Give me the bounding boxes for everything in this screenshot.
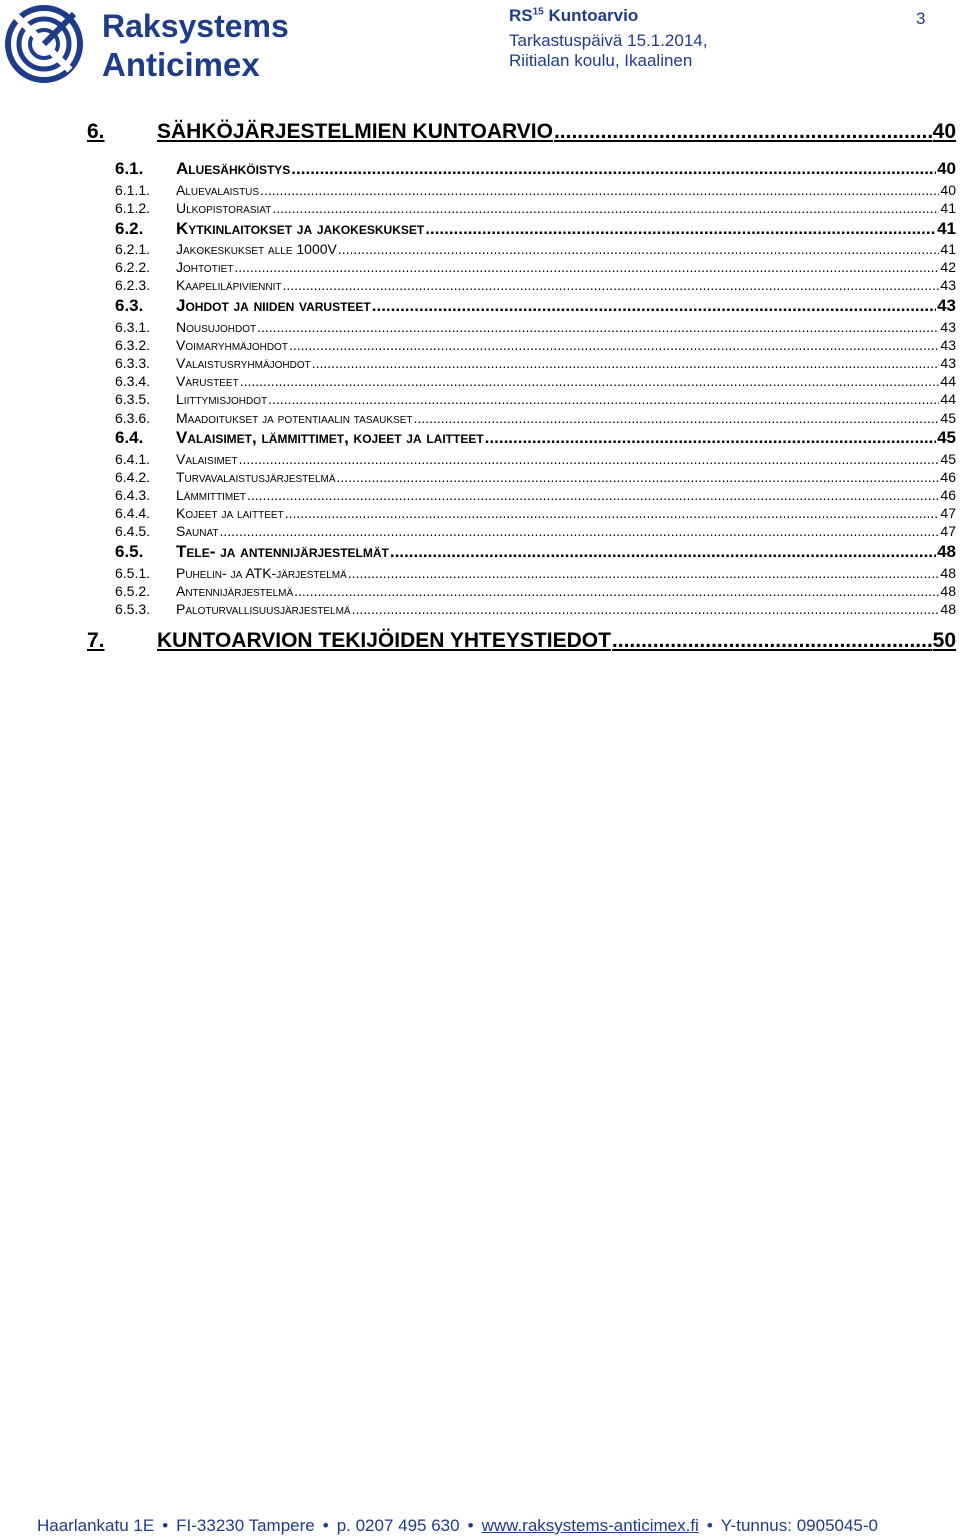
toc-entry-number: 6.4.2. <box>115 469 151 485</box>
toc-entry-number: 6.4.1. <box>115 451 151 467</box>
toc-entry-title: Puhelin- ja ATK-järjestelmä <box>176 565 347 581</box>
toc-entry-page: 46 <box>940 487 956 503</box>
toc-entry-title: Valaisimet, lämmittimet, kojeet ja laitteet <box>176 428 484 447</box>
toc-entry-page: 48 <box>940 583 956 599</box>
toc-entry-leader <box>390 542 936 562</box>
toc-entry-leader <box>485 428 936 448</box>
toc-entry-number: 6.5. <box>115 542 144 561</box>
footer-separator: • <box>467 1516 474 1535</box>
inspection-date: Tarkastuspäivä 15.1.2014, <box>509 31 708 50</box>
toc-entry[interactable] <box>115 277 956 293</box>
toc-entry[interactable] <box>115 219 956 239</box>
toc-entry-title: Tele- ja antennijärjestelmät <box>176 542 389 561</box>
toc-entry-page: 41 <box>940 200 956 216</box>
toc-entry-leader <box>260 182 939 198</box>
toc-entry-title: Johtotiet <box>176 259 234 275</box>
toc-entry-title: Kaapeliläpiviennit <box>176 277 282 293</box>
report-title: RS$^{15}$ Kuntoarvio <box>509 6 639 25</box>
toc-entry-title: Valaistusryhmäjohdot <box>176 355 311 371</box>
toc-entry-number: 6.3.6. <box>115 410 151 426</box>
company-logo <box>4 4 304 84</box>
toc-entry-leader <box>257 319 939 335</box>
toc-entry-leader <box>234 259 939 275</box>
toc-entry-number: 6.3.1. <box>115 319 151 335</box>
toc-entry-title: Voimaryhmäjohdot <box>176 337 288 353</box>
toc-entry-leader <box>337 469 940 485</box>
toc-entry-leader <box>289 337 939 353</box>
toc-entry-page: 45 <box>940 451 956 467</box>
toc-entry-page: 42 <box>940 259 956 275</box>
toc-entry-page: 48 <box>940 565 956 581</box>
toc-entry-leader <box>338 241 940 257</box>
toc-entry-leader <box>272 200 939 216</box>
toc-entry-page: 43 <box>940 319 956 335</box>
toc-entry[interactable] <box>115 565 956 581</box>
toc-entry[interactable] <box>115 355 956 371</box>
toc-entry[interactable] <box>115 296 956 316</box>
toc-entry-number: 6.2. <box>115 219 144 238</box>
toc-entry[interactable] <box>115 200 956 216</box>
toc-entry-title: Maadoitukset ja potentiaalin tasaukset <box>176 410 413 426</box>
footer-address: Haarlankatu 1E <box>37 1516 155 1535</box>
toc-entry-title: Jakokeskukset alle 1000V <box>176 241 337 257</box>
toc-entry-number: 6.4.4. <box>115 505 151 521</box>
toc-entry-page: 47 <box>940 505 956 521</box>
toc-entry-page: 45 <box>940 410 956 426</box>
toc-entry-title: Saunat <box>176 523 219 539</box>
toc-entry-title: Nousujohdot <box>176 319 257 335</box>
toc-entry[interactable] <box>115 337 956 353</box>
toc-entry-leader <box>294 583 939 599</box>
site-name: Riitialan koulu, Ikaalinen <box>509 51 693 70</box>
toc-entry-page: 43 <box>940 355 956 371</box>
toc-entry-number: 6.5.1. <box>115 565 151 581</box>
toc-entry-title: Aluesähköistys <box>176 159 291 178</box>
toc-entry-number: 6.1. <box>115 159 144 178</box>
toc-entry[interactable] <box>115 542 956 562</box>
toc-entry-title: Aluevalaistus <box>176 182 260 198</box>
toc-entry-number: 7. <box>87 629 105 652</box>
toc-entry-page: 41 <box>937 219 956 238</box>
toc-entry-page: 45 <box>937 428 956 447</box>
toc-entry-title: Turvavalaistusjärjestelmä <box>176 469 336 485</box>
toc-entry[interactable] <box>115 159 956 179</box>
toc-entry-page: 48 <box>937 542 956 561</box>
toc-entry[interactable] <box>115 410 956 426</box>
toc-entry-leader <box>283 277 940 293</box>
toc-entry-page: 40 <box>940 182 956 198</box>
toc-entry[interactable] <box>115 428 956 448</box>
toc-entry-leader <box>554 120 932 144</box>
toc-entry-page: 40 <box>937 159 956 178</box>
toc-entry[interactable] <box>115 523 956 539</box>
toc-entry-page: 48 <box>940 601 956 617</box>
toc-entry-title: Paloturvallisuusjärjestelmä <box>176 601 351 617</box>
toc-entry-page: 50 <box>932 629 956 652</box>
toc-entry-leader <box>414 410 940 426</box>
toc-entry-page: 43 <box>937 296 956 315</box>
footer-postal: FI-33230 Tampere <box>176 1516 315 1535</box>
toc-entry-leader <box>239 451 940 467</box>
toc-entry-leader <box>312 355 940 371</box>
toc-entry-page: 41 <box>940 241 956 257</box>
toc-entry-title: KUNTOARVION TEKIJÖIDEN YHTEYSTIEDOT <box>157 629 611 652</box>
toc-entry-title: Kojeet ja laitteet <box>176 505 284 521</box>
toc-entry-page: 43 <box>940 277 956 293</box>
toc-entry-title: Antennijärjestelmä <box>176 583 294 599</box>
toc-entry-page: 40 <box>932 120 956 143</box>
toc-entry-leader <box>348 565 940 581</box>
toc-entry-number: 6.3.4. <box>115 373 151 389</box>
toc-entry-number: 6.2.2. <box>115 259 151 275</box>
toc-entry-title: SÄHKÖJÄRJESTELMIEN KUNTOARVIO <box>157 120 553 143</box>
toc-entry[interactable] <box>115 241 956 257</box>
toc-entry[interactable] <box>115 259 956 275</box>
toc-entry-leader <box>240 373 940 389</box>
toc-entry-leader <box>352 601 940 617</box>
toc-entry-page: 43 <box>940 337 956 353</box>
logo-text-2: Anticimex <box>102 46 260 83</box>
toc-entry-number: 6.3.5. <box>115 391 151 407</box>
toc-entry-number: 6.2.3. <box>115 277 151 293</box>
toc-entry[interactable] <box>115 373 956 389</box>
toc-entry-title: Valaisimet <box>176 451 238 467</box>
toc-entry[interactable] <box>115 583 956 599</box>
toc-entry-number: 6. <box>87 120 105 143</box>
toc-entry-leader <box>372 296 936 316</box>
toc-entry-page: 47 <box>940 523 956 539</box>
toc-entry-leader <box>268 391 939 407</box>
toc-entry-leader <box>220 523 940 539</box>
logo-text-1: Raksystems <box>102 8 289 44</box>
toc-entry[interactable] <box>115 391 956 407</box>
toc-entry-number: 6.1.1. <box>115 182 151 198</box>
footer <box>37 1516 878 1536</box>
toc-entry-leader <box>612 629 932 653</box>
toc-entry-title: Johdot ja niiden varusteet <box>176 296 371 315</box>
footer-separator: • <box>162 1516 169 1535</box>
footer-separator: • <box>322 1516 329 1535</box>
toc-entry[interactable] <box>115 469 956 485</box>
toc-entry-page: 46 <box>940 469 956 485</box>
toc-entry[interactable] <box>115 487 956 503</box>
toc-entry-number: 6.3.2. <box>115 337 151 353</box>
toc-entry-number: 6.3.3. <box>115 355 151 371</box>
toc-entry-number: 6.4.5. <box>115 523 151 539</box>
toc-entry-number: 6.2.1. <box>115 241 151 257</box>
toc-entry-page: 44 <box>940 373 956 389</box>
footer-website-link[interactable]: www.raksystems-anticimex.fi <box>481 1516 699 1535</box>
toc-entry-title: Ulkopistorasiat <box>176 200 272 216</box>
toc-entry-number: 6.5.2. <box>115 583 151 599</box>
footer-business-id: Y-tunnus: 0905045-0 <box>720 1516 879 1535</box>
toc-entry-title: Lämmittimet <box>176 487 246 503</box>
toc-entry-number: 6.3. <box>115 296 144 315</box>
toc-entry-leader <box>247 487 939 503</box>
toc-entry-number: 6.1.2. <box>115 200 151 216</box>
toc-entry-page: 44 <box>940 391 956 407</box>
footer-separator: • <box>706 1516 713 1535</box>
toc-entry[interactable] <box>115 601 956 617</box>
toc-entry-title: Kytkinlaitokset ja jakokeskukset <box>176 219 425 238</box>
toc-entry[interactable] <box>87 629 956 653</box>
footer-phone: p. 0207 495 630 <box>336 1516 460 1535</box>
toc-entry-leader <box>425 219 936 239</box>
toc-entry-title: Liittymisjohdot <box>176 391 268 407</box>
toc-entry-number: 6.4.3. <box>115 487 151 503</box>
toc-entry-number: 6.5.3. <box>115 601 151 617</box>
toc-entry[interactable] <box>115 505 956 521</box>
toc-entry-number: 6.4. <box>115 428 144 447</box>
toc-entry[interactable] <box>115 182 956 198</box>
toc-entry[interactable] <box>87 120 956 144</box>
page-number: 3 <box>916 9 926 28</box>
toc-entry[interactable] <box>115 319 956 335</box>
toc-entry-title: Varusteet <box>176 373 239 389</box>
toc-entry-leader <box>291 159 936 179</box>
logo-emblem-icon <box>8 8 80 80</box>
toc-entry-leader <box>285 505 940 521</box>
toc-entry[interactable] <box>115 451 956 467</box>
